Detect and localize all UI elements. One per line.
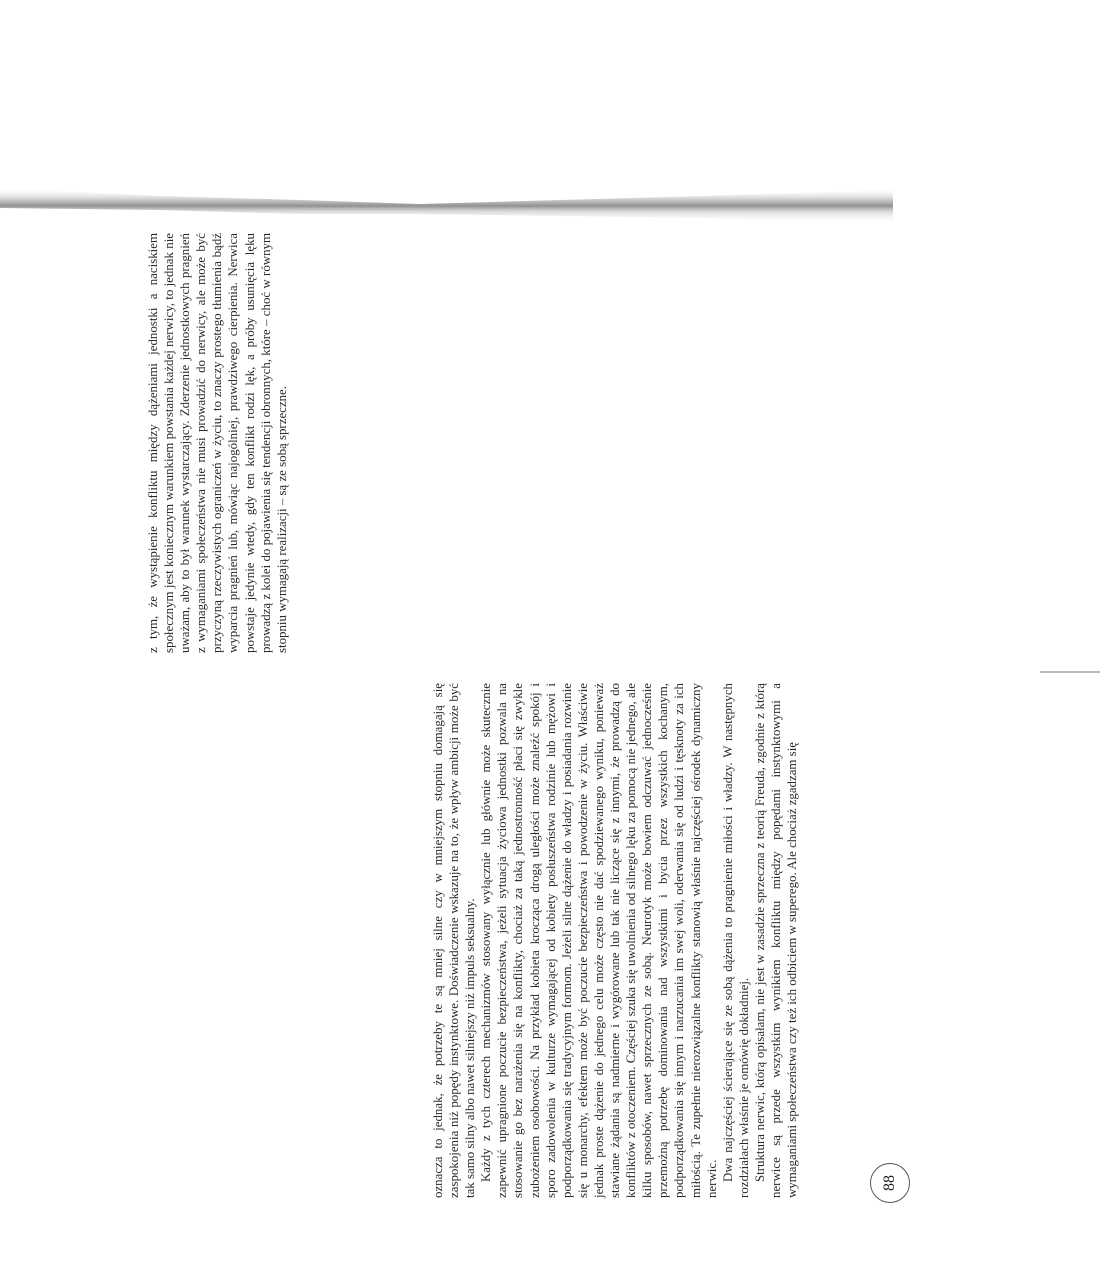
paragraph: Każdy z tych czterech mechanizmów stosowany wyłącznie lub głównie może skutecznie zapewnić upragnione poczucie bezpieczeństwa, jeżeli sytuacja życiowa jednostki pozwala na stosowanie go bez narażenia się na konflikty, chociaż za taką jednostronność płaci się zwykle zubożeniem osobowości. Na przykład kobieta krocząca drogą uległości może znaleźć spokój i sporo zadowolenia w kulturze wymagającej od kobiety posłuszeństwa rodzinie lub mężowi i podporządkowania się tradycyjnym formom. Jeżeli silne dążenie do władzy i posiadania rozwinie się u monarchy, efektem może być poczucie bezpieczeństwa i powodzenie w życiu. Właściwie jednak proste dążenie do jednego celu może często nie dać spodziewanego wyniku, ponieważ stawiane żądania są nadmierne i wygórowane lub tak nie liczące się z innymi, że prowadzą do konfliktów z otoczeniem. Częściej szuka się uwolnienia od silnego lęku za pomocą nie jednego, ale kilku sposobów, nawet sprzecznych ze sobą. Neurotyk może bowiem odczuwać jednocześnie przemożną potrzebę dominowania nad wszystkimi i bycia przez wszystkich kochanym, podporządkowania się innym i narzucania im swej woli, oderwania się od ludzi i tęsknoty za ich miłością. Te zupełnie nierozwiązalne konflikty stanowią właśnie najczęściej ośrodek dynamiczny nerwic. (479, 683, 719, 1198)
page-number: 88 (870, 1163, 910, 1203)
rotated-page-content (50, 50, 943, 1213)
paragraph: Struktura nerwic, którą opisałam, nie jest w zasadzie sprzeczna z teorią Freuda, zgodnie z którą nerwice są przede wszystkim wynikiem konfliktu między popędami instynktowymi a wymaganiami społeczeństwa czy też ich odbiciem w superego. Ale chociaż zgadzam się (752, 683, 800, 1198)
paragraph: oznacza to jednak, że potrzeby te są mniej silne czy w mniejszym stopniu domagają się zaspokojenia niż popędy instynktowe. Doświadczenie wskazuje na to, że wpływ ambicji może być tak samo silny albo nawet silniejszy niż impuls seksualny. (431, 683, 478, 1198)
paragraph: z tym, że wystąpienie konfliktu między dążeniami jednostki a naciskiem społecznym jest koniecznym warunkiem powstania każdej nerwicy, to jednak nie uważam, aby to był warunek wystarczający. Zderzenie jednostkowych pragnień z wymaganiami społeczeństwa nie musi prowadzić do nerwicy, ale może być przyczyną rzeczywistych ograniczeń w życiu, to znaczy prostego tłumienia bądź wyparcia pragnień lub, mówiąc najogólniej, prawdziwego cierpienia. Nerwica powstaje jedynie wtedy, gdy ten konflikt rodzi lęk, a próby usunięcia lęku prowadzą z kolei do pojawienia się tendencji obronnych, które – choć w równym stopniu wymagają realizacji – są ze sobą sprzeczne. (146, 233, 289, 653)
right-text-column (145, 233, 375, 653)
left-text-column (430, 683, 910, 1198)
pencil-mark (1040, 671, 1100, 673)
paragraph: Dwa najczęściej ścierające się ze sobą dążenia to pragnienie miłości i władzy. W następnych rozdziałach właśnie je omówię dokładniej. (720, 683, 751, 1198)
